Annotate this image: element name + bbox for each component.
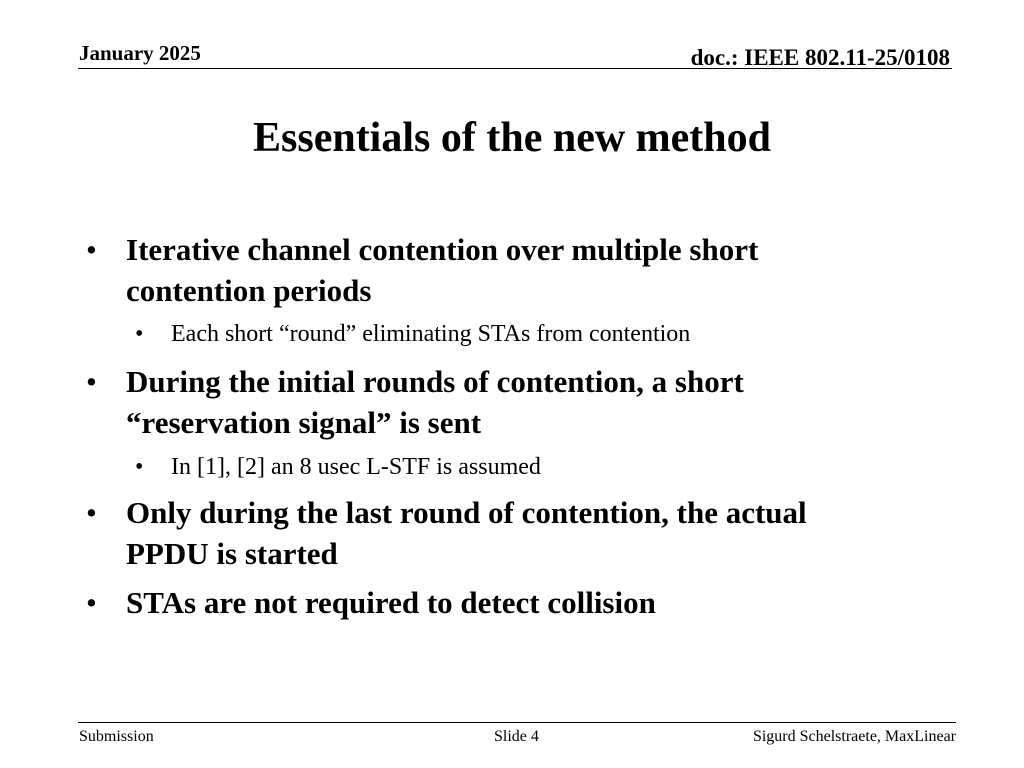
footer-submission: Submission	[79, 728, 154, 745]
footer-slide-number: Slide 4	[494, 728, 539, 745]
sub-bullet-text: In [1], [2] an 8 usec L-STF is assumed	[171, 454, 541, 480]
header-doc-id: doc.: IEEE 802.11-25/0108	[690, 45, 950, 70]
footer-author: Sigurd Schelstraete, MaxLinear	[752, 728, 956, 745]
bullet-text: Iterative channel contention over multiple short contention periods	[126, 232, 759, 308]
header-date: January 2025	[79, 41, 201, 65]
bullet-marker: •	[86, 495, 97, 530]
bullet-marker: •	[86, 232, 97, 267]
bullet-text: Only during the last round of contention, the actual PPDU is started	[126, 495, 807, 571]
slide-title: Essentials of the new method	[252, 115, 771, 161]
bullet-marker: •	[86, 585, 97, 620]
footer-rule	[78, 722, 956, 723]
bullet-text: During the initial rounds of contention, a short “reservation signal” is sent	[126, 364, 744, 440]
bullet-text: STAs are not required to detect collision	[126, 585, 656, 620]
sub-bullet-text: Each short “round” eliminating STAs from contention	[171, 321, 691, 347]
sub-bullet-marker: •	[135, 321, 144, 347]
sub-bullet-marker: •	[135, 454, 144, 480]
bullet-marker: •	[86, 364, 97, 399]
